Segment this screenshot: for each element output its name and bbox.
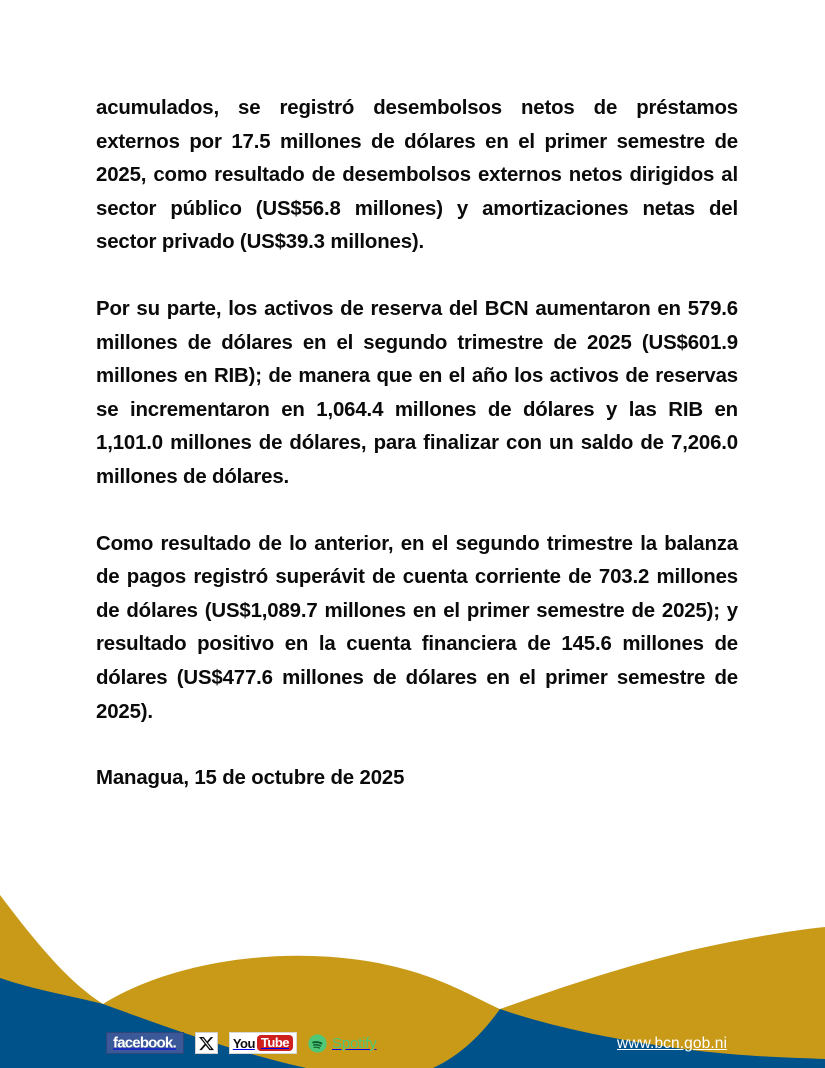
social-links-bar	[106, 1032, 376, 1054]
paragraph-3: Como resultado de lo anterior, en el segundo trimestre la balanza de pagos registró superávit de cuenta corriente de 703.2 millones de dólares (US$1,089.7 millones en el primer semestre de 2025); y resultado positivo en la cuenta financiera de 145.6 millones de dólares (US$477.6 millones de dólares en el primer semestre de 2025).	[96, 532, 738, 723]
youtube-tube-text: Tube	[257, 1035, 293, 1051]
website-url-link[interactable]: www.bcn.gob.ni	[617, 1034, 727, 1052]
spotify-link[interactable]	[308, 1032, 376, 1054]
x-icon	[199, 1036, 214, 1051]
youtube-you-text: You	[232, 1035, 255, 1051]
document-body	[96, 92, 738, 796]
facebook-link[interactable]	[106, 1032, 184, 1054]
spotify-wordmark: Spotify	[332, 1034, 377, 1052]
paragraph-2: Por su parte, los activos de reserva del BCN aumentaron en 579.6 millones de dólares en el segundo trimestre de 2025 (US$601.9 millones en RIB); de manera que en el año los activos de reservas se incrementaron en 1,064.4 millones de dólares y las RIB en 1,101.0 millones de dólares, para finalizar con un saldo de 7,206.0 millones de dólares.	[96, 297, 738, 488]
paragraph-1: acumulados, se registró desembolsos netos de préstamos externos por 17.5 millones de dólares en el primer semestre de 2025, como resultado de desembolsos externos netos dirigidos al sector público (US$56.8 millones) y amortizaciones netas del sector privado (US$39.3 millones).	[96, 97, 738, 254]
facebook-wordmark: facebook.	[113, 1034, 176, 1051]
youtube-link[interactable]	[229, 1032, 297, 1054]
signoff-line: Managua, 15 de octubre de 2025	[96, 767, 405, 790]
x-twitter-link[interactable]	[195, 1032, 218, 1054]
spotify-icon	[308, 1034, 327, 1053]
